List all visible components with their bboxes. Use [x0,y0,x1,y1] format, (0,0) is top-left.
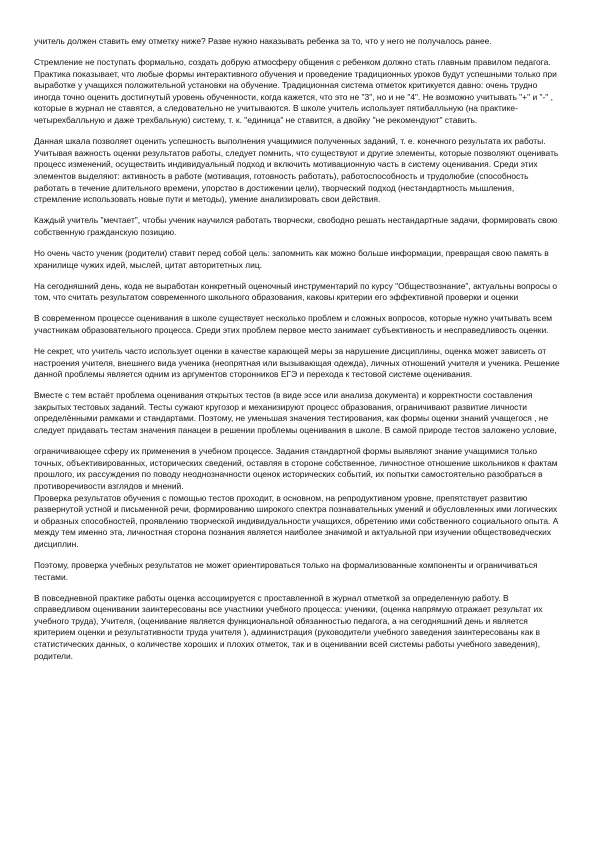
paragraph-grading-scale: Данная шкала позволяет оценить успешность выполнения учащимися полученных заданий, т. е. конечного результата их работы. Учитывая важность оценки результатов работы, следует помнить, что существуют и другие элементы, которые позволяют оценивать процесс изменений, осуществить индивидуальный подход и включить мотивационную часть в систему оценивания. Среди этих элементов выделяют: активность в работе (мотивация, готовность работать), работоспособность и трудолюбие (способность работать в течение длительного времени, упорство в достижении цели), творческий подход (нестандартность мышления, стремление использовать новые пути и методы), умение анализировать свои действия. [34,136,559,205]
paragraph-social-studies-tools: На сегодняшний день, кода не выработан конкретный оценочный инструментарий по курсу "Обществознание", актуальны вопросы о том, что считать результатом современного школьного образования, каковы критерии его эффективной проверки и оценки [34,280,558,303]
paragraph-everyday-practice: В повседневной практике работы оценка ассоциируется с проставленной в журнал отметкой за определенную работу. В справедливом оценивании заинтересованы все участники учебного процесса: ученики, (оценка напрямую отражает результат их учебного труда), Учителя, (оценивание является функциональной обязанностью педагога, а на сегодняшний день и является критерием оценки и результативности труда учителя ), администрация (руководители учебного заведения заинтересованы как в статистических данных, о количестве хороших и плохих отметок, так и в оценивании всей системы работы учебного заведения), родители. [34,592,543,661]
paragraph-formalized-components: Поэтому, проверка учебных результатов не может ориентироваться только на формализованные компоненты и ограничиваться тестами. [34,559,538,582]
paragraph-open-tests: Вместе с тем встаёт проблема оценивания открытых тестов (в виде эссе или анализа документа) и корректности составления закрытых тестовых заданий. Тесты сужают кругозор и механизируют процесс образования, ограничивают развитие личности определёнными рамками и стандартами. Поэтому, не уменьшая значения тестирования, как формы оценки знаний учащегося , не следует придавать тестам значения панацеи в решении проблемы оценивания в школе. В самой природе тестов заложено условие, [34,390,557,436]
paragraph-friendly-atmosphere: Стремление не поступать формально, создать добрую атмосферу общения с ребенком должно стать главным правилом педагога. Практика показывает, что любые формы интерактивного обучения и проведение традиционных уроков будут успешными только при выработке у учащихся положительной установки на обучение. Традиционная система отметок критикуется давно: очень трудно иногда точно оценить достигнутый уровень обученности, когда кажется, что это не "3", но и не "4". Не возможно учитывать "+" и "-" , которые в журнал не ставятся, а следовательно не учитываются. В школе учитель использует пятибалльную (на практике-четырехбалльную и даже трехбальную) систему, т. к. "единица" не ставится, а двойку "не рекомендуют" ставить. [34,57,557,126]
paragraph-test-limitations: ограничивающее сферу их применения в учебном процессе. Задания стандартной формы выявляют знание учащимися только точных, объективированных, исторических сведений, оставляя в стороне собственное, личностное отношение школьников к фактам прошлого, их рассуждения по поводу неоднозначности оценок исторических событий, их попытки самостоятельно разобраться в противоречивости взглядов и мнений. [34,446,558,491]
paragraph-teacher-grade-question: учитель должен ставить ему отметку ниже? Разве нужно наказывать ребенка за то, что у него не получалось ранее. [34,36,492,46]
paragraph-punitive-grades: Не секрет, что учитель часто использует оценки в качестве карающей меры за нарушение дисциплины, оценка может зависеть от настроения учителя, внешнего вида ученика (неопрятная или вызывающая одежда), личных отношений учителя и ученика. Решение данной проблемы является одним из аргументов сторонников ЕГЭ и перехода к тестовой системе оценивания. [34,345,560,380]
paragraph-teacher-dream: Каждый учитель "мечтает", чтобы ученик научился работать творчески, свободно решать нестандартные задачи, формировать свою собственную гражданскую позицию. [34,215,558,237]
document-page [34,36,560,672]
paragraph-memorization-goal: Но очень часто ученик (родители) ставит перед собой цель: запомнить как можно больше информации, превращая свою память в хранилище чужих идей, мыслей, цитат авторитетных лиц. [34,247,549,270]
paragraph-assessment-problems: В современном процессе оценивания в школе существует несколько проблем и сложных вопросов, которые нужно учитывать всем участникам образовательного процесса. Среди этих проблем первое место занимает субъективность и несправедливость оценки. [34,313,553,335]
paragraph-reproductive-level: Проверка результатов обучения с помощью тестов проходит, в основном, на репродуктивном уровне, препятствует развитию развернутой устной и письменной речи, формированию широкого спектра познавательных умений и обусловленных ими логических и образных способностей, проявлению творческой индивидуальности учащихся, обретению ими собственного социального опыта. А между тем именно эта, личностная сторона познания является наиболее значимой и актуальной при изучении обществоведческих дисциплин. [34,492,559,549]
